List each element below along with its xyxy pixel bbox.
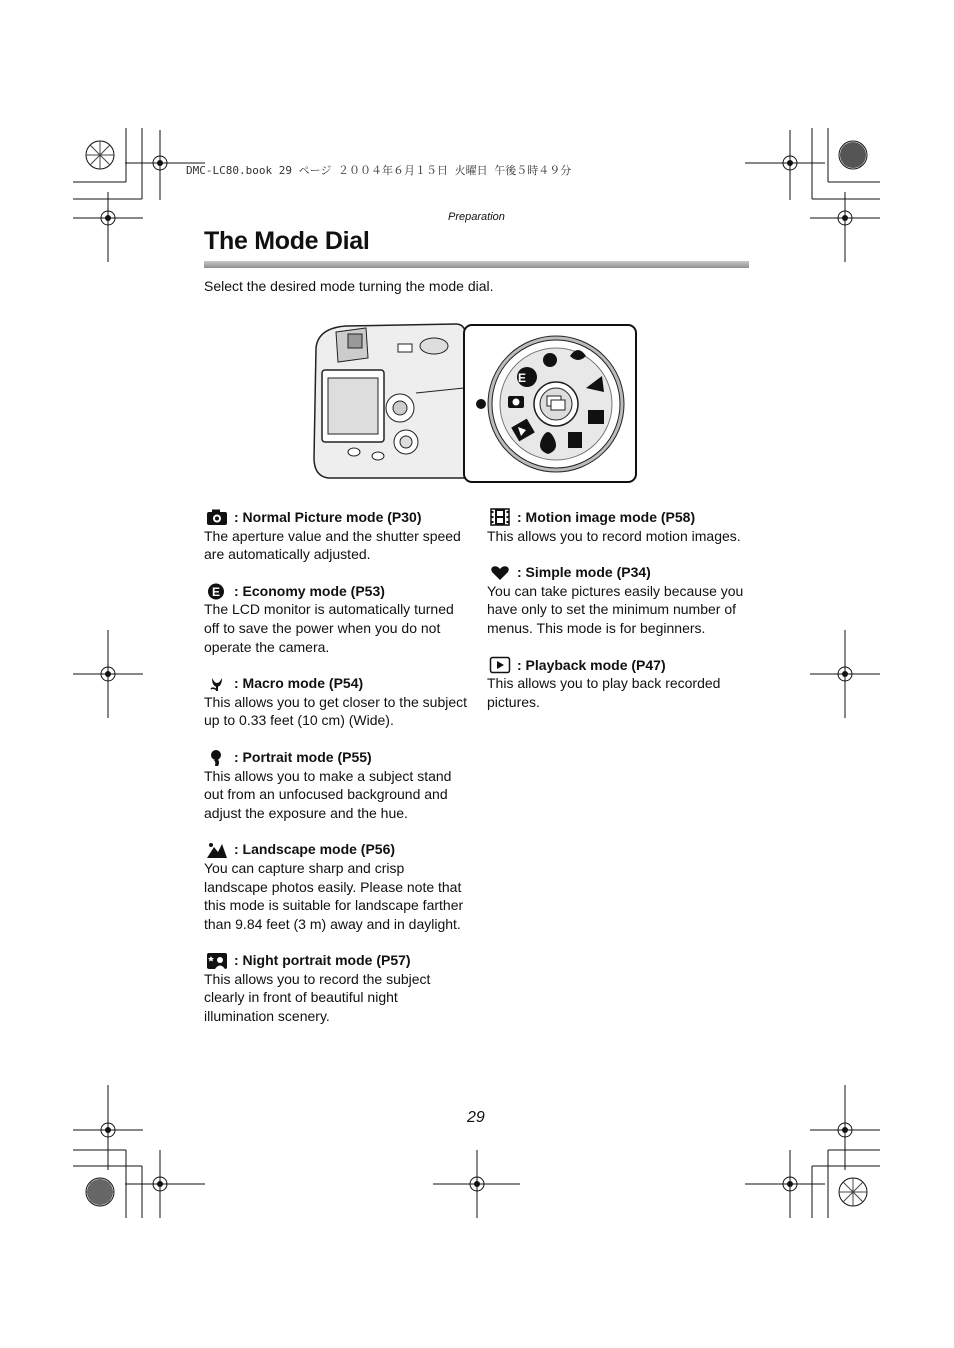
intro-text: Select the desired mode turning the mode dial.	[204, 278, 494, 294]
mode-normal-picture	[204, 508, 469, 564]
mode-description: This allows you to record the subject clearly in front of beautiful night illumination scenery.	[204, 970, 431, 1025]
mode-heading: : Motion image mode (P58)	[517, 509, 696, 525]
mode-economy	[204, 582, 469, 656]
title-rule	[204, 261, 749, 268]
print-header: DMC-LC80.book 29 ページ ２００４年６月１５日 火曜日 午後５時４９分	[186, 164, 572, 177]
mode-description: This allows you to make a subject stand out from an unfocused background and adjust the exposure and the hue.	[204, 767, 452, 821]
mode-heading: : Night portrait mode (P57)	[234, 952, 411, 969]
svg-text:E: E	[211, 585, 221, 600]
page-number: 29	[467, 1109, 485, 1126]
mode-heading: : Simple mode (P34)	[517, 564, 651, 581]
mode-heading: : Economy mode (P53)	[234, 582, 385, 599]
mode-description: This allows you to play back recorded pictures.	[487, 675, 721, 710]
modes-column-left	[204, 508, 469, 1044]
heart-icon	[489, 563, 511, 581]
mode-night-portrait	[204, 951, 469, 1025]
economy-icon	[206, 582, 228, 600]
svg-text:E: E	[517, 371, 527, 385]
mode-motion-image	[487, 508, 752, 545]
camera-body-illustration	[314, 324, 466, 478]
mode-landscape	[204, 840, 469, 933]
mode-description: The aperture value and the shutter speed are automatically adjusted.	[204, 527, 461, 563]
mode-portrait	[204, 748, 469, 822]
mode-simple	[487, 563, 752, 637]
mode-description: You can capture sharp and crisp landscape photos easily. Please note that this mode is suitable for landscape farther than 9.84 feet (3 m) away and in daylight.	[204, 859, 464, 932]
camera-icon	[206, 508, 228, 526]
mode-dial-illustration	[306, 318, 642, 488]
mode-dial-inset	[464, 325, 636, 482]
section-label: Preparation	[448, 211, 505, 223]
mode-description: The LCD monitor is automatically turned off to save the power when you do not operate the camera.	[204, 601, 454, 655]
mode-description: You can take pictures easily because you have only to set the minimum number of menus. This mode is for beginners.	[487, 582, 744, 636]
modes-column-right	[487, 508, 752, 729]
page-title: The Mode Dial	[204, 227, 370, 255]
landscape-mountain-icon	[206, 841, 228, 859]
mode-playback	[487, 656, 752, 712]
playback-icon	[489, 656, 511, 674]
mode-heading: : Normal Picture mode (P30)	[234, 509, 422, 525]
mode-macro	[204, 674, 469, 730]
night-portrait-icon	[206, 952, 228, 970]
portrait-icon	[206, 748, 228, 766]
mode-heading: : Portrait mode (P55)	[234, 748, 372, 765]
mode-description: This allows you to record motion images.	[487, 527, 741, 544]
mode-heading: : Macro mode (P54)	[234, 675, 364, 692]
film-icon	[489, 508, 511, 526]
macro-flower-icon	[206, 674, 228, 692]
mode-description: This allows you to get closer to the subject up to 0.33 feet (10 cm) (Wide).	[204, 693, 468, 729]
mode-heading: : Landscape mode (P56)	[234, 841, 396, 858]
mode-heading: : Playback mode (P47)	[517, 656, 666, 673]
